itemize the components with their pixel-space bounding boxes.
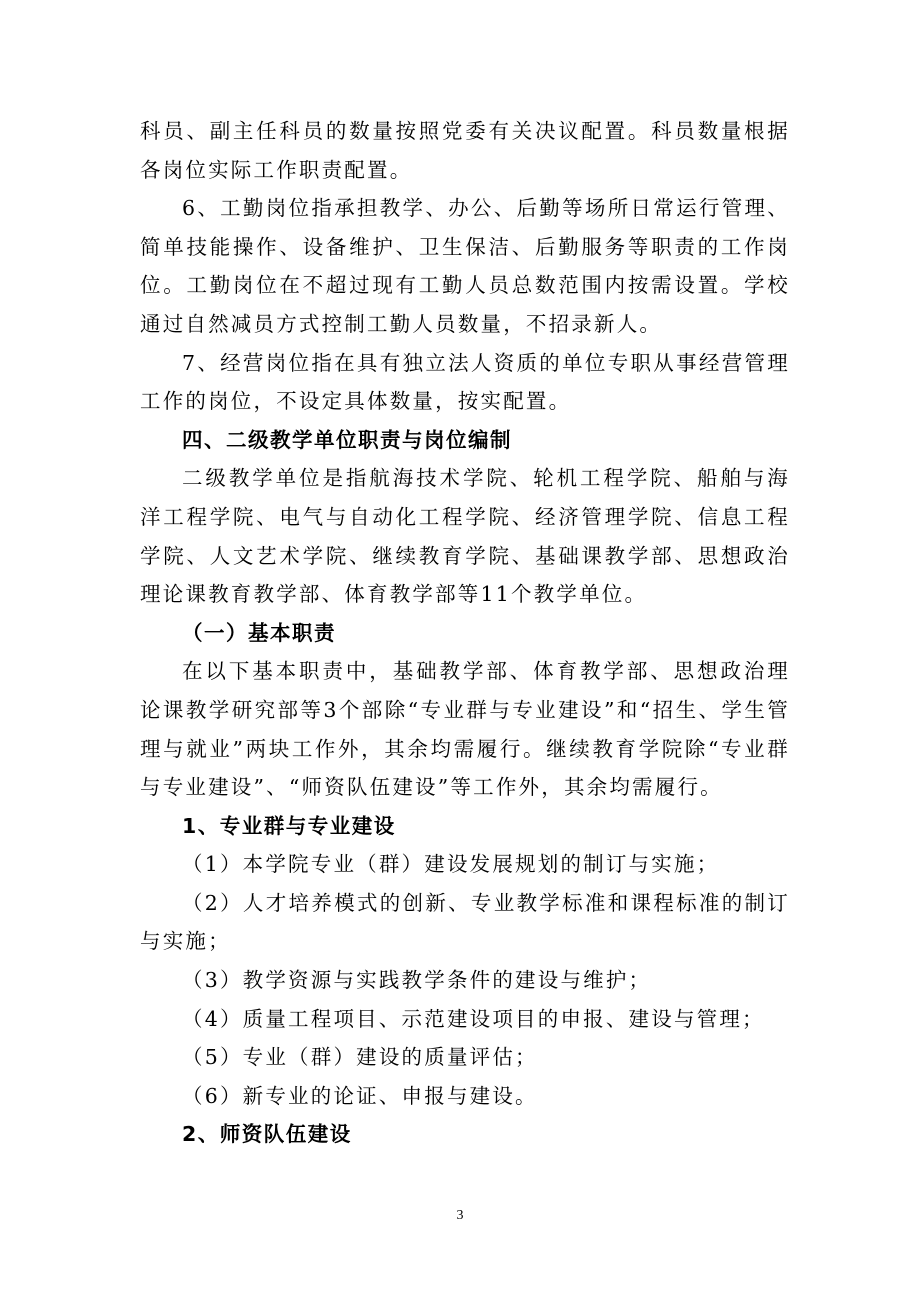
list-item: （1）本学院专业（群）建设发展规划的制订与实施； <box>182 852 720 877</box>
item-heading-specialty-construction: 1、专业群与专业建设 <box>182 813 396 838</box>
item-heading-faculty-construction: 2、师资队伍建设 <box>182 1122 352 1147</box>
page-number: 3 <box>456 1208 464 1223</box>
list-item: （2）人才培养模式的创新、专业教学标准和课程标准的制订与实施； <box>140 890 790 954</box>
subsection-heading-basic-duties: （一）基本职责 <box>182 620 336 645</box>
section-heading-four: 四、二级教学单位职责与岗位编制 <box>182 427 512 452</box>
document-body <box>140 112 790 1154</box>
paragraph-teaching-units: 二级教学单位是指航海技术学院、轮机工程学院、船舶与海洋工程学院、电气与自动化工程学院、经济管理学院、信息工程学院、人文艺术学院、继续教育学院、基础课教学部、思想政治理论课教育教学部、体育教学部等11个教学单位。 <box>140 466 790 607</box>
list-item: （6）新专业的论证、申报与建设。 <box>182 1083 538 1108</box>
paragraph-duties-exceptions: 在以下基本职责中，基础教学部、体育教学部、思想政治理论课教学研究部等3个部除“专业群与专业建设”和“招生、学生管理与就业”两块工作外，其余均需履行。继续教育学院除“专业群与专业建设”、“师资队伍建设”等工作外，其余均需履行。 <box>140 659 790 800</box>
paragraph-business-positions: 7、经营岗位指在具有独立法人资质的单位专职从事经营管理工作的岗位，不设定具体数量，按实配置。 <box>140 350 790 414</box>
list-item: （4）质量工程项目、示范建设项目的申报、建设与管理； <box>182 1006 765 1031</box>
list-item: （5）专业（群）建设的质量评估； <box>182 1045 538 1070</box>
list-item: （3）教学资源与实践教学条件的建设与维护； <box>182 968 652 993</box>
paragraph-continued: 科员、副主任科员的数量按照党委有关决议配置。科员数量根据各岗位实际工作职责配置。 <box>140 119 790 182</box>
paragraph-worker-positions: 6、工勤岗位指承担教学、办公、后勤等场所日常运行管理、简单技能操作、设备维护、卫生保洁、后勤服务等职责的工作岗位。工勤岗位在不超过现有工勤人员总数范围内按需设置。学校通过自然减员方式控制工勤人员数量，不招录新人。 <box>140 196 790 336</box>
